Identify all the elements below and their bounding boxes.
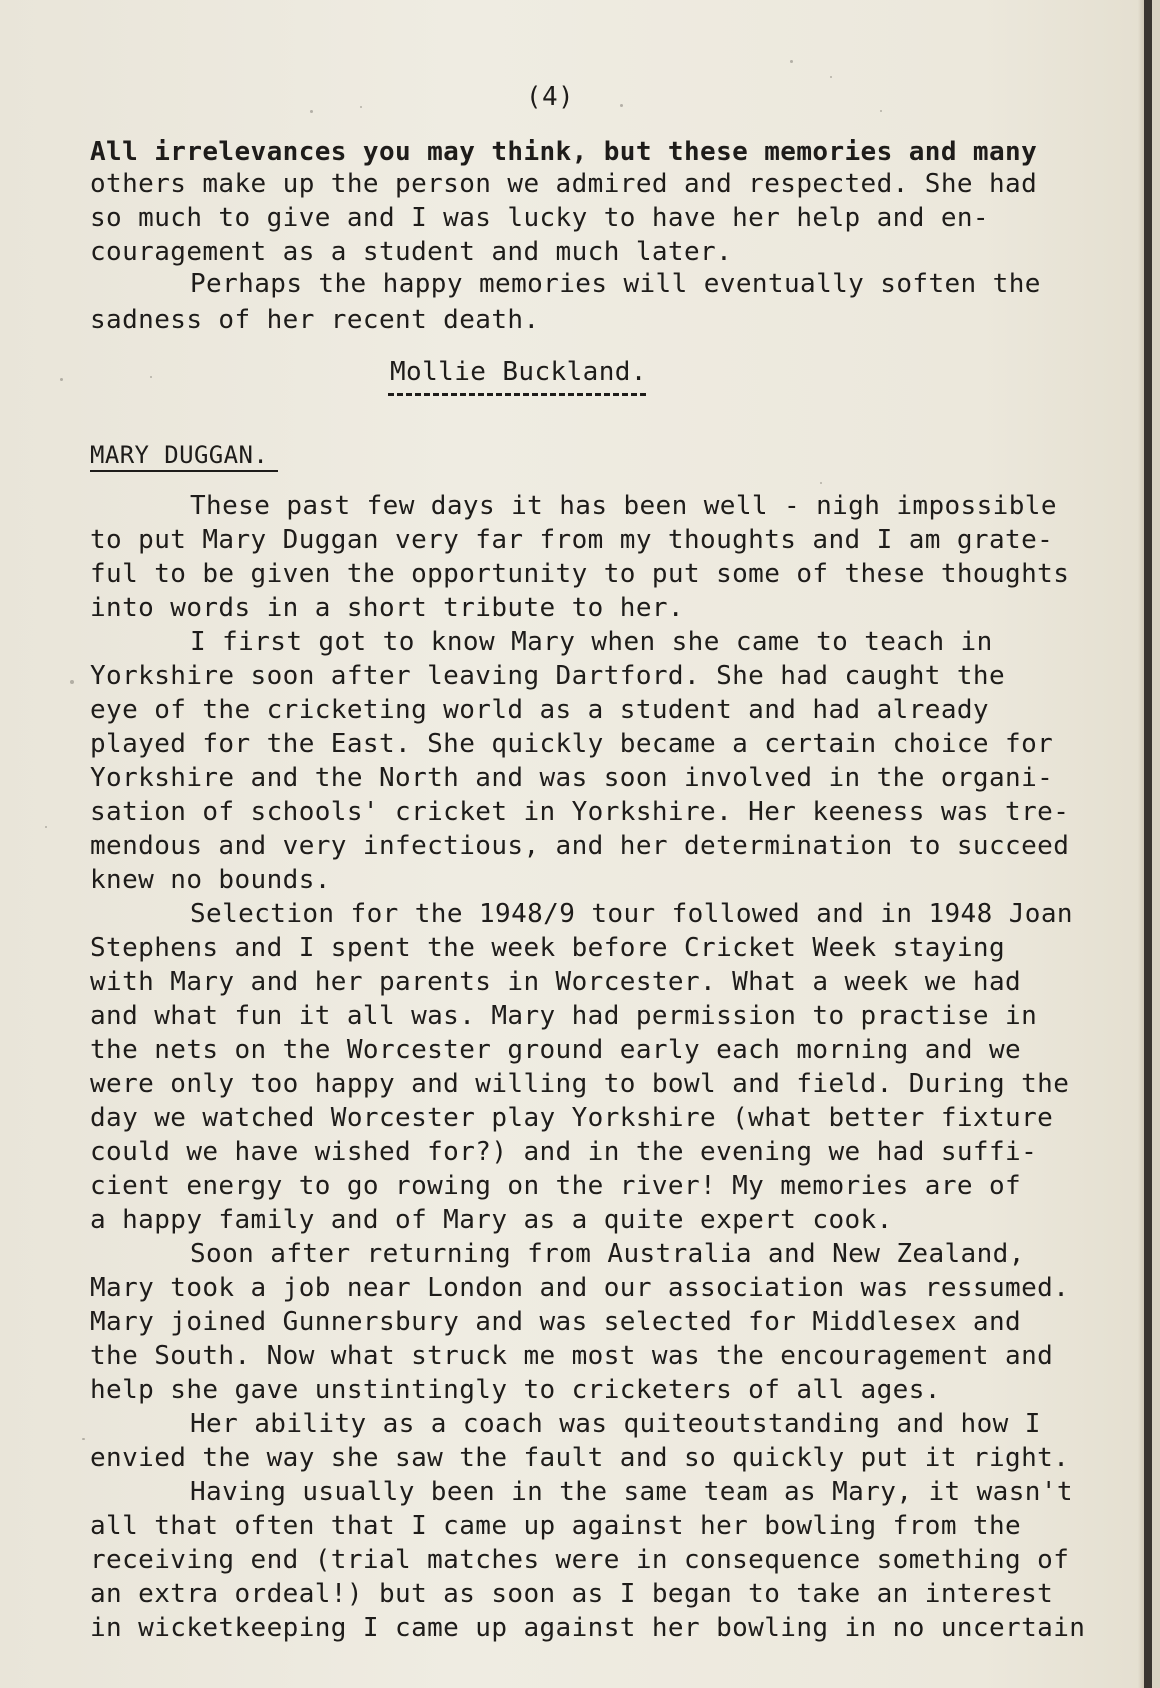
text-line: so much to give and I was lucky to have her help and en- — [90, 203, 989, 233]
text-line: the South. Now what struck me most was the encouragement and — [90, 1341, 1054, 1371]
text-line: ful to be given the opportunity to put some of these thoughts — [90, 559, 1070, 589]
section-divider — [388, 393, 646, 396]
ink-speck — [82, 1438, 85, 1440]
text-line: Mary took a job near London and our association was ressumed. — [90, 1273, 1070, 1303]
text-line: could we have wished for?) and in the evening we had suffi- — [90, 1137, 1038, 1167]
text-line: cient energy to go rowing on the river! My memories are of — [90, 1171, 1022, 1201]
ink-speck — [620, 104, 623, 107]
ink-speck — [360, 106, 362, 108]
ink-speck — [310, 110, 313, 113]
text-line: Stephens and I spent the week before Cricket Week staying — [90, 933, 1006, 963]
text-line: Mary joined Gunnersbury and was selected for Middlesex and — [90, 1307, 1022, 1337]
text-line: a happy family and of Mary as a quite expert cook. — [90, 1205, 893, 1235]
heading-underline — [90, 470, 278, 472]
text-line: the nets on the Worcester ground early each morning and we — [90, 1035, 1022, 1065]
text-line: All irrelevances you may think, but these memories and many — [90, 137, 1038, 167]
ink-speck — [880, 110, 882, 112]
ink-speck — [70, 680, 74, 684]
text-line: played for the East. She quickly became a certain choice for — [90, 729, 1054, 759]
text-line: sadness of her recent death. — [90, 305, 540, 335]
text-line: sation of schools' cricket in Yorkshire. Her keeness was tre- — [90, 797, 1070, 827]
text-line: were only too happy and willing to bowl and field. During the — [90, 1069, 1070, 1099]
text-line: envied the way she saw the fault and so quickly put it right. — [90, 1443, 1070, 1473]
text-line: couragement as a student and much later. — [90, 237, 733, 267]
section-heading: MARY DUGGAN. — [90, 441, 269, 469]
ink-speck — [60, 378, 63, 381]
text-line: Perhaps the happy memories will eventually soften the — [190, 269, 1041, 299]
text-line: Yorkshire soon after leaving Dartford. She had caught the — [90, 661, 1006, 691]
text-line: all that often that I came up against her bowling from the — [90, 1511, 1022, 1541]
text-line: I first got to know Mary when she came to teach in — [190, 627, 993, 657]
author-signature: Mollie Buckland. — [390, 357, 647, 387]
ink-speck — [790, 60, 793, 63]
text-line: day we watched Worcester play Yorkshire (what better fixture — [90, 1103, 1054, 1133]
text-line: to put Mary Duggan very far from my thoughts and I am grate- — [90, 525, 1054, 555]
page-edge — [1144, 0, 1152, 1688]
text-line: knew no bounds. — [90, 865, 331, 895]
text-line: eye of the cricketing world as a student and had already — [90, 695, 989, 725]
text-line: Soon after returning from Australia and New Zealand, — [190, 1239, 1025, 1269]
text-line: Selection for the 1948/9 tour followed and in 1948 Joan — [190, 899, 1073, 929]
text-line: others make up the person we admired and respected. She had — [90, 169, 1038, 199]
text-line: Yorkshire and the North and was soon involved in the organi- — [90, 763, 1054, 793]
ink-speck — [830, 76, 832, 78]
text-line: with Mary and her parents in Worcester. What a week we had — [90, 967, 1022, 997]
text-line: mendous and very infectious, and her determination to succeed — [90, 831, 1070, 861]
text-line: and what fun it all was. Mary had permission to practise in — [90, 1001, 1038, 1031]
page-number: (4) — [525, 82, 575, 112]
text-line: Her ability as a coach was quiteoutstanding and how I — [190, 1409, 1041, 1439]
text-line: Having usually been in the same team as Mary, it wasn't — [190, 1477, 1073, 1507]
text-line: into words in a short tribute to her. — [90, 593, 684, 623]
text-line: in wicketkeeping I came up against her bowling in no uncertain — [90, 1613, 1086, 1643]
ink-speck — [150, 376, 152, 378]
text-line: These past few days it has been well - nigh impossible — [190, 491, 1057, 521]
text-line: receiving end (trial matches were in consequence something of — [90, 1545, 1070, 1575]
ink-speck — [820, 482, 822, 484]
text-line: an extra ordeal!) but as soon as I began to take an interest — [90, 1579, 1054, 1609]
ink-speck — [45, 826, 47, 828]
text-line: help she gave unstintingly to cricketers of all ages. — [90, 1375, 941, 1405]
